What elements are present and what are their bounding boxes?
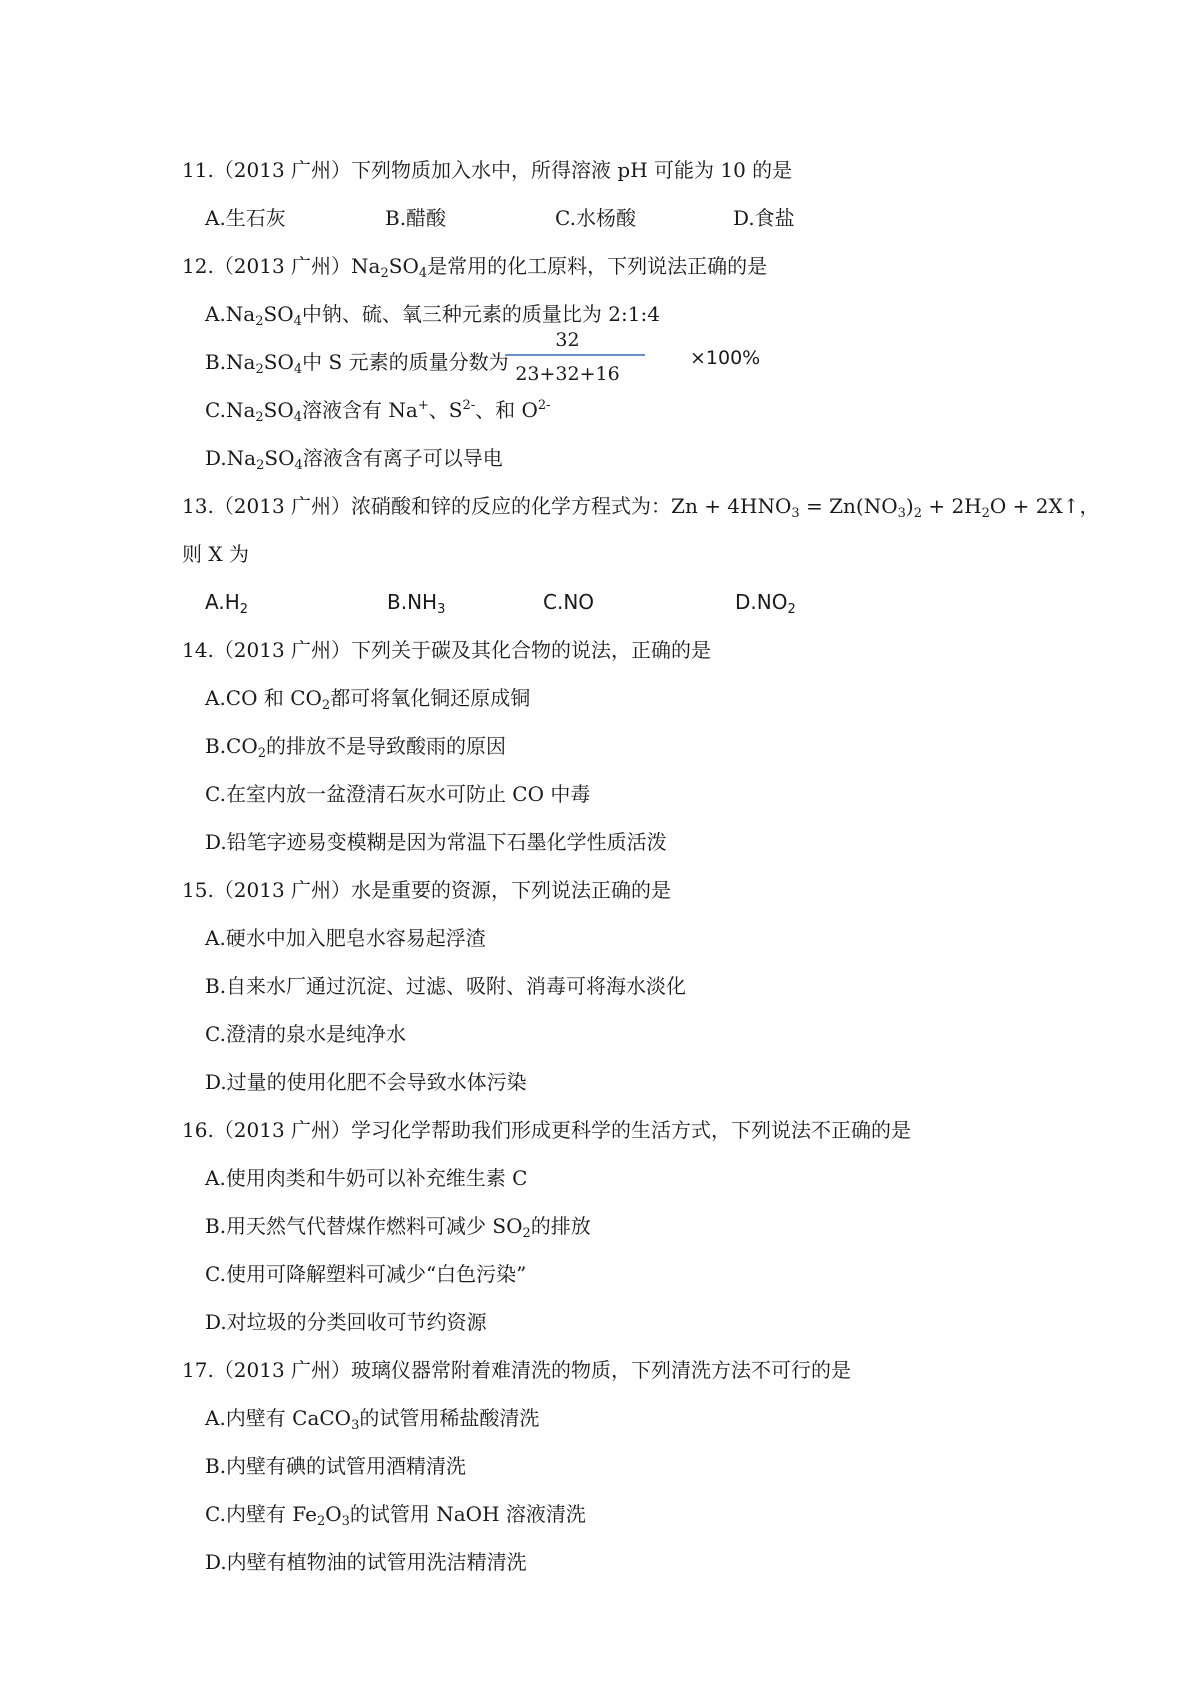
q17-stem: 17.（2013 广州）玻璃仪器常附着难清洗的物质，下列清洗方法不可行的是 [182,1358,852,1382]
q17-option-b: B.内壁有碘的试管用酒精清洗 [205,1454,467,1478]
q12-option-b-percent: ×100% [690,347,761,369]
q16-option-c: C.使用可降解塑料可减少“白色污染” [205,1262,527,1286]
q11-stem: 11.（2013 广州）下列物质加入水中，所得溶液 pH 可能为 10 的是 [182,158,793,182]
q15-option-d: D.过量的使用化肥不会导致水体污染 [205,1070,527,1094]
q16-option-d: D.对垃圾的分类回收可节约资源 [205,1310,487,1334]
q17-option-d: D.内壁有植物油的试管用洗洁精清洗 [205,1550,527,1574]
q16-option-a: A.使用肉类和牛奶可以补充维生素 C [205,1166,528,1190]
q12-stem: 12.（2013 广州）$Na_2SO_4$是常用的化工原料，下列说法正确的是 [182,254,768,281]
q11-option-b: B.醋酸 [385,206,447,230]
q13-option-d: $D.NO_2$ [735,590,796,617]
q17-option-c: C.内壁有 $Fe_2O_3$的试管用 NaOH 溶液清洗 [205,1502,586,1529]
q12-option-d: $D.Na_2SO_4$溶液含有离子可以导电 [205,446,503,473]
q14-option-d: D.铅笔字迹易变模糊是因为常温下石墨化学性质活泼 [205,830,667,854]
q14-option-a: A.CO 和 $CO_2$都可将氧化铜还原成铜 [205,686,531,713]
q11-option-c: C.水杨酸 [555,206,636,230]
q13-option-c: C.NO [543,590,595,614]
fraction-numerator: 32 [555,329,580,351]
q15-option-a: A.硬水中加入肥皂水容易起浮渣 [205,926,486,950]
fraction-bar [505,354,645,356]
q14-option-b: $B.CO_2$的排放不是导致酸雨的原因 [205,734,507,761]
q12-option-b: $B.Na_2SO_4$中 S 元素的质量分数为 [205,350,509,377]
q13-option-b: $B.NH_3$ [387,590,446,617]
q11-option-d: D.食盐 [733,206,795,230]
fraction-denominator: 23+32+16 [515,363,620,385]
q15-stem: 15.（2013 广州）水是重要的资源，下列说法正确的是 [182,878,672,902]
q14-option-c: C.在室内放一盆澄清石灰水可防止 CO 中毒 [205,782,591,806]
q12-option-c: $C.Na_2SO_4$溶液含有 Na+、$S^{2-}$、和 $O^{2-}$ [205,398,551,425]
q13-stem-line2: 则 X 为 [182,542,249,566]
q11-option-a: A.生石灰 [205,206,286,230]
q16-option-b: B.用天然气代替煤作燃料可减少 $SO_2$的排放 [205,1214,591,1241]
q15-option-c: C.澄清的泉水是纯净水 [205,1022,406,1046]
q14-stem: 14.（2013 广州）下列关于碳及其化合物的说法，正确的是 [182,638,712,662]
q16-stem: 16.（2013 广州）学习化学帮助我们形成更科学的生活方式，下列说法不正确的是 [182,1118,912,1142]
q13-option-a: $A.H_2$ [205,590,249,617]
q15-option-b: B.自来水厂通过沉淀、过滤、吸附、消毒可将海水淡化 [205,974,687,998]
q12-option-b-fraction [505,328,645,386]
q13-stem: 13.（2013 广州）浓硝酸和锌的反应的化学方程式为：$Zn + 4HNO_3 = Zn(NO_3)_2 + 2H_2O$ + 2X↑， [182,494,1100,521]
q12-option-a: $A.Na_2SO_4$中钠、硫、氧三种元素的质量比为 2:1:4 [205,302,660,329]
q17-option-a: A.内壁有 CaCO$_3$的试管用稀盐酸清洗 [205,1406,540,1433]
